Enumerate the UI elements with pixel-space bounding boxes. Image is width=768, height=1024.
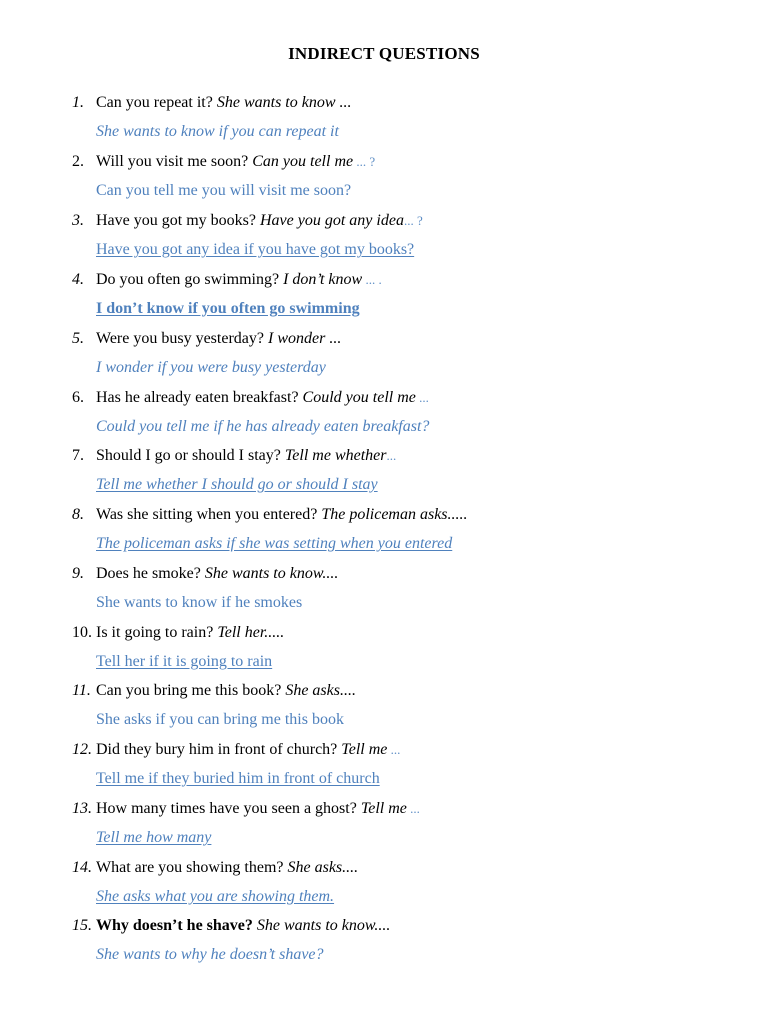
answer-text: She wants to know if you can repeat it [96,123,339,140]
question-text: How many times have you seen a ghost? [96,800,357,817]
item-number: 3. [72,212,84,229]
item-number: 5. [72,330,84,347]
item-number: 7. [72,447,84,464]
item-number: 14. [72,859,92,876]
question-prompt: Have you got any idea... ? [259,212,423,229]
question-text: Can you repeat it? [96,94,213,111]
item-number: 1. [72,94,84,111]
question-prompt: Tell me ... [360,800,420,817]
answer-text: Could you tell me if he has already eaten breakfast? [96,418,430,435]
question-text: Has he already eaten breakfast? [96,389,299,406]
question-prompt: She asks.... [287,859,359,876]
question-text: Do you often go swimming? [96,271,280,288]
answer-text: Tell me how many [96,829,212,846]
item-number: 12. [72,741,92,758]
question-text: Did they bury him in front of church? [96,741,338,758]
question-prompt: Tell her..... [217,624,285,641]
question-prompt: The policeman asks..... [321,506,468,523]
question-text: Why doesn’t he shave? [96,917,253,934]
question-prompt: She wants to know.... [204,565,339,582]
question-prompt: I wonder ... [267,330,342,347]
page-title: INDIRECT QUESTIONS [288,44,480,63]
answer-text: She asks what you are showing them. [96,888,335,905]
question-prompt: Could you tell me ... [302,389,429,406]
item-number: 13. [72,800,92,817]
answer-text: The policeman asks if she was setting when you entered [96,535,453,552]
item-number: 15. [72,917,92,934]
question-text: Were you busy yesterday? [96,330,264,347]
question-text: Should I go or should I stay? [96,447,281,464]
question-text: Does he smoke? [96,565,201,582]
answer-text: Can you tell me you will visit me soon? [96,182,352,199]
question-text: Is it going to rain? [96,624,214,641]
answer-text: She wants to know if he smokes [96,594,303,611]
answer-text: She asks if you can bring me this book [96,711,344,728]
question-text: Was she sitting when you entered? [96,506,318,523]
question-prompt: She asks.... [285,682,356,699]
item-number: 9. [72,565,84,582]
question-prompt: Tell me ... [341,741,401,758]
question-text: Will you visit me soon? [96,153,249,170]
question-text: Have you got my books? [96,212,256,229]
question-prompt: She wants to know ... [216,94,352,111]
question-prompt: She wants to know.... [256,917,391,934]
answer-text: Tell me whether I should go or should I stay [96,476,378,493]
item-number: 6. [72,389,84,406]
question-prompt: Tell me whether... [284,447,397,464]
answer-text: Tell me if they buried him in front of church [96,770,380,787]
item-number: 2. [72,153,84,170]
question-text: Can you bring me this book? [96,682,282,699]
answer-text: She wants to why he doesn’t shave? [96,946,324,963]
answer-text: I wonder if you were busy yesterday [96,359,326,376]
answer-text: I don’t know if you often go swimming [96,300,360,317]
question-text: What are you showing them? [96,859,284,876]
item-number: 4. [72,271,84,288]
item-number: 8. [72,506,84,523]
question-prompt: Can you tell me ... ? [252,153,376,170]
item-number: 10. [72,624,92,641]
question-prompt: I don’t know ... . [283,271,382,288]
item-number: 11. [72,682,91,699]
answer-text: Have you got any idea if you have got my books? [96,241,415,258]
answer-text: Tell her if it is going to rain [96,653,273,670]
